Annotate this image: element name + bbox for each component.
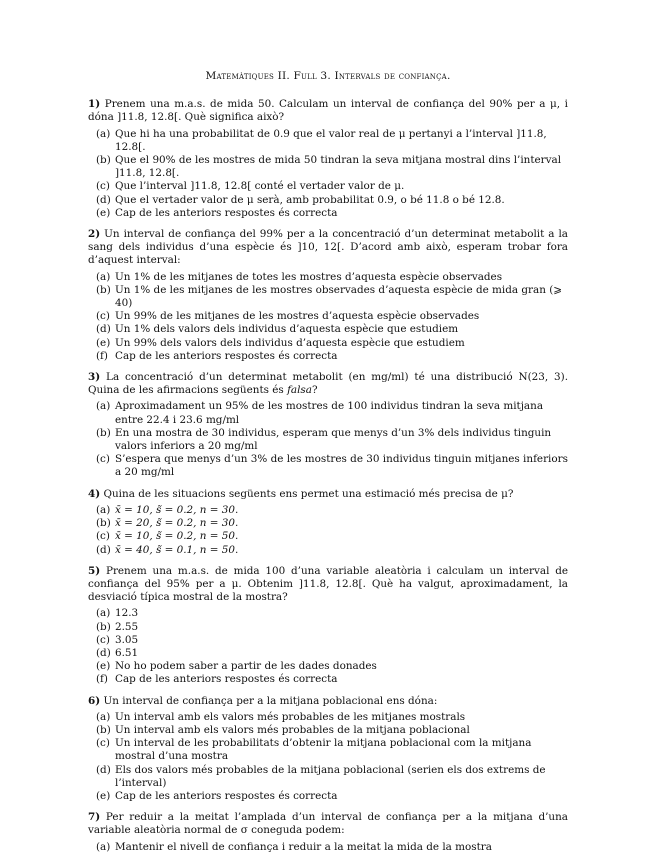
options-list — [96, 504, 568, 557]
option-label: (d) — [96, 323, 111, 336]
option-item — [96, 530, 568, 543]
option-text: 6.51 — [115, 646, 139, 659]
option-item — [96, 711, 568, 724]
option-item — [96, 737, 568, 763]
option-label: (c) — [96, 310, 110, 323]
option-label: (d) — [96, 193, 111, 206]
option-item — [96, 607, 568, 620]
option-text: En una mostra de 30 individus, esperam que menys d’un 3% dels individus tinguin valors inferiors a 20 mg/ml — [115, 426, 552, 453]
options-list — [96, 128, 568, 220]
option-label: (a) — [96, 840, 111, 853]
question-number: 3) — [88, 371, 101, 384]
option-label: (e) — [96, 660, 111, 673]
option-item — [96, 284, 568, 310]
option-label: (c) — [96, 530, 110, 543]
option-label: (c) — [96, 737, 110, 750]
option-text: x̄ = 10, s̃ = 0.2, n = 50. — [115, 530, 239, 543]
option-text: Cap de les anteriors respostes és correcta — [115, 349, 338, 362]
option-label: (f) — [96, 349, 108, 362]
question-4 — [88, 488, 568, 557]
option-text: Aproximadament un 95% de les mostres de 100 individus tindran la seva mitjana entre 22.4 i 23.6 mg/ml — [115, 400, 544, 426]
option-text: Cap de les anteriors respostes és correcta — [115, 673, 338, 686]
option-text: Cap de les anteriors respostes és correcta — [115, 206, 338, 219]
option-item — [96, 660, 568, 673]
option-item — [96, 128, 568, 154]
option-label: (d) — [96, 763, 111, 776]
option-label: (a) — [96, 503, 111, 516]
question-body: Quina de les situacions següents ens permet una estimació més precisa de μ? — [103, 487, 514, 500]
question-text — [88, 371, 568, 397]
option-item — [96, 207, 568, 220]
option-item — [96, 673, 568, 686]
question-text — [88, 98, 568, 124]
question-body: Un interval de confiança per a la mitjana poblacional ens dóna: — [103, 694, 438, 707]
option-label: (c) — [96, 453, 110, 466]
option-text: Que l’interval ]11.8, 12.8[ conté el vertader valor de μ. — [115, 180, 405, 193]
question-body-end: ? — [311, 384, 318, 397]
option-item — [96, 634, 568, 647]
option-item — [96, 790, 568, 803]
option-item — [96, 647, 568, 660]
option-item — [96, 310, 568, 323]
options-list — [96, 711, 568, 803]
option-item — [96, 724, 568, 737]
question-number: 6) — [88, 694, 101, 707]
option-item — [96, 194, 568, 207]
question-number: 1) — [88, 98, 101, 111]
option-label: (d) — [96, 543, 111, 556]
option-item — [96, 544, 568, 557]
question-number: 2) — [88, 228, 101, 241]
option-text: Mantenir el nivell de confiança i reduir a la meitat la mida de la mostra — [115, 840, 492, 853]
option-label: (f) — [96, 673, 108, 686]
option-label: (b) — [96, 620, 111, 633]
question-text — [88, 228, 568, 268]
option-text: Que el vertader valor de μ serà, amb probabilitat 0.9, o bé 11.8 o bé 12.8. — [115, 193, 505, 206]
option-item — [96, 764, 568, 790]
option-label: (a) — [96, 400, 111, 413]
option-label: (d) — [96, 646, 111, 659]
option-label: (b) — [96, 723, 111, 736]
question-3 — [88, 371, 568, 480]
option-label: (c) — [96, 180, 110, 193]
question-1 — [88, 98, 568, 220]
question-body: Prenem una m.a.s. de mida 100 d’una variable aleatòria i calculam un interval de confiança del 95% per a μ. Obtenim ]11.8, 12.8[. Què ha valgut, aproximadament, la desviació típica mostral de la mostra? — [88, 564, 568, 604]
option-text: 12.3 — [115, 607, 139, 620]
option-label: (b) — [96, 154, 111, 167]
option-item — [96, 504, 568, 517]
question-body: Prenem una m.a.s. de mida 50. Calculam un interval de confiança del 90% per a μ, i dóna ]11.8, 12.8[. Què significa això? — [88, 98, 568, 124]
option-label: (a) — [96, 607, 111, 620]
option-label: (e) — [96, 206, 111, 219]
options-list — [96, 400, 568, 479]
question-number: 5) — [88, 564, 101, 577]
option-text: No ho podem saber a partir de les dades donades — [115, 660, 377, 673]
question-5 — [88, 565, 568, 687]
option-text: Un 1% de les mitjanes de totes les mostres d’aquesta espècie observades — [115, 270, 503, 283]
options-list — [96, 607, 568, 686]
option-text: Un 1% dels valors dels individus d’aquesta espècie que estudiem — [115, 323, 459, 336]
question-number: 4) — [88, 487, 101, 500]
question-6 — [88, 695, 568, 804]
option-label: (b) — [96, 517, 111, 530]
question-text — [88, 695, 568, 708]
option-text: Que hi ha una probabilitat de 0.9 que el valor real de μ pertanyi a l’interval ]11.8, 12.8[. — [115, 127, 547, 153]
document-page — [88, 70, 568, 862]
option-text: Un 1% de les mitjanes de les mostres observades d’aquesta espècie de mida gran (⩾ 40) — [115, 283, 562, 310]
option-text: Un interval amb els valors més probables de la mitjana poblacional — [115, 723, 470, 736]
emphasis-word: falsa — [287, 384, 312, 397]
option-text: S’espera que menys d’un 3% de les mostres de 30 individus tinguin mitjanes inferiors a 20 mg/ml — [115, 453, 568, 479]
option-item — [96, 271, 568, 284]
question-text — [88, 565, 568, 605]
document-title: Matemàtiques II. Full 3. Intervals de confiança. — [205, 70, 451, 82]
option-label: (b) — [96, 426, 111, 439]
option-label: (a) — [96, 127, 111, 140]
option-text: Que el 90% de les mostres de mida 50 tindran la seva mitjana mostral dins l’interval ]11.8, 12.8[. — [115, 154, 562, 180]
question-body: Per reduir a la meitat l’amplada d’un interval de confiança per a la mitjana d’una variable aleatòria normal de σ coneguda podem: — [88, 811, 568, 837]
option-label: (a) — [96, 710, 111, 723]
question-body: La concentració d’un determinat metabolit (en mg/ml) té una distribució N(23, 3). Quina de les afirmacions següents és — [88, 371, 568, 397]
option-item — [96, 453, 568, 479]
option-text: 2.55 — [115, 620, 139, 633]
question-body: Un interval de confiança del 99% per a la concentració d’un determinat metabolit a la sang dels individus d’una espècie és ]10, 12[. D’acord amb això, esperam trobar fora d’aquest interval: — [88, 228, 568, 267]
option-text: x̄ = 40, s̃ = 0.1, n = 50. — [115, 543, 239, 556]
option-item — [96, 517, 568, 530]
option-text: Un interval amb els valors més probables de les mitjanes mostrals — [115, 710, 466, 723]
question-number: 7) — [88, 811, 101, 824]
option-text: Un 99% de les mitjanes de les mostres d’aquesta espècie observades — [115, 310, 480, 323]
option-label: (e) — [96, 336, 111, 349]
option-item — [96, 427, 568, 453]
option-label: (e) — [96, 789, 111, 802]
options-list — [96, 271, 568, 363]
option-text: Un interval de les probabilitats d’obtenir la mitjana poblacional com la mitjana mostral d’una mostra — [115, 737, 532, 763]
option-item — [96, 337, 568, 350]
option-text: Els dos valors més probables de la mitjana poblacional (serien els dos extrems de l’interval) — [115, 763, 546, 789]
options-list — [96, 841, 568, 854]
question-7 — [88, 811, 568, 854]
option-text: Cap de les anteriors respostes és correcta — [115, 789, 338, 802]
option-item — [96, 180, 568, 193]
option-item — [96, 154, 568, 180]
option-text: Un 99% dels valors dels individus d’aquesta espècie que estudiem — [115, 336, 465, 349]
option-text: 3.05 — [115, 633, 139, 646]
question-text — [88, 488, 568, 501]
option-text: x̄ = 10, s̃ = 0.2, n = 30. — [115, 503, 239, 516]
option-item — [96, 400, 568, 426]
option-item — [96, 323, 568, 336]
option-item — [96, 350, 568, 363]
option-item — [96, 841, 568, 854]
question-2 — [88, 228, 568, 363]
option-label: (b) — [96, 283, 111, 296]
option-label: (a) — [96, 270, 111, 283]
option-label: (c) — [96, 633, 110, 646]
option-text: x̄ = 20, s̃ = 0.2, n = 30. — [115, 517, 239, 530]
option-item — [96, 621, 568, 634]
question-text — [88, 811, 568, 837]
